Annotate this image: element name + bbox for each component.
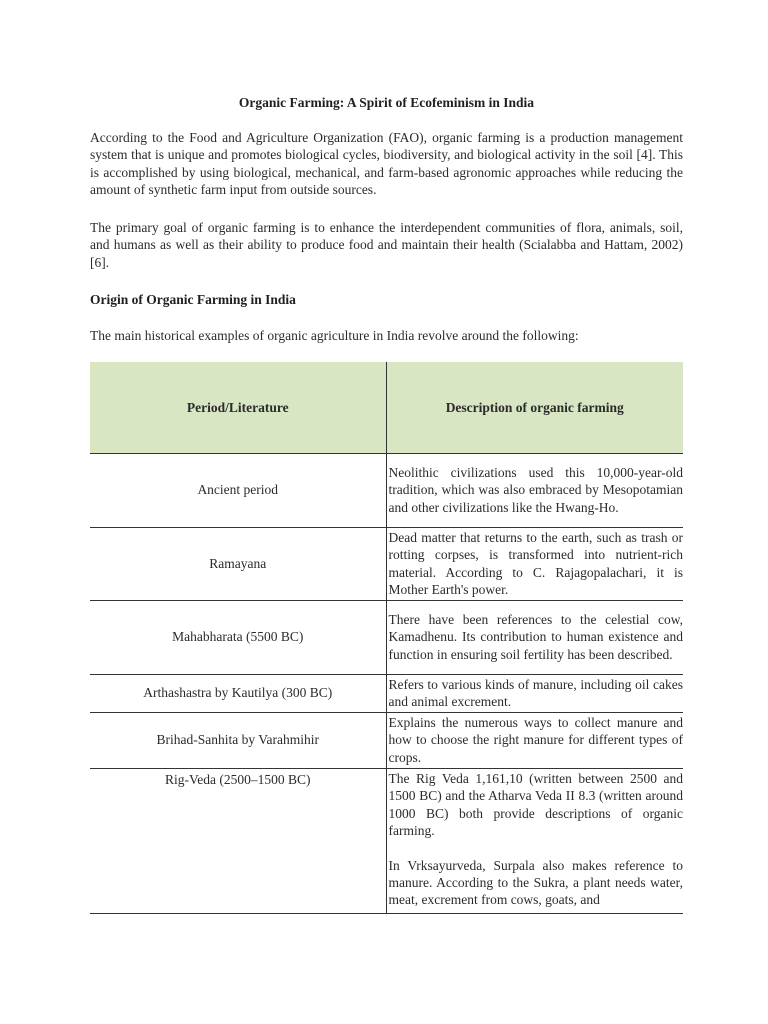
table-cell-period: Mahabharata (5500 BC)	[90, 601, 386, 675]
table-cell-period: Rig-Veda (2500–1500 BC)	[90, 769, 386, 914]
description-text: The Rig Veda 1,161,10 (written between 2500 and 1500 BC) and the Atharva Veda II 8.3 (written around 1000 BC) both provide descriptions of organic farming.	[388, 771, 683, 839]
table-row	[90, 769, 683, 914]
table-cell-period: Ramayana	[90, 528, 386, 601]
table-cell-period: Ancient period	[90, 454, 386, 528]
table-row	[90, 601, 683, 675]
section-heading-origin: Origin of Organic Farming in India	[90, 292, 296, 307]
table-cell-description: There have been references to the celestial cow, Kamadhenu. Its contribution to human existence and function in ensuring soil fertility has been described.	[386, 601, 683, 675]
table-cell-period: Arthashastra by Kautilya (300 BC)	[90, 675, 386, 713]
table-cell-description: Dead matter that returns to the earth, such as trash or rotting corpses, is transformed into nutrient-rich material. According to C. Rajagopalachari, it is Mother Earth's power.	[386, 528, 683, 601]
paragraph-fao-definition: According to the Food and Agriculture Organization (FAO), organic farming is a production management system that is unique and promotes biological cycles, biodiversity, and biological activity in the soil [4]. This is accomplished by using biological, mechanical, and farm-based agronomic approaches while reducing the amount of synthetic farm input from outside sources.	[90, 130, 683, 198]
table-header-row	[90, 362, 683, 454]
table-cell-description: Explains the numerous ways to collect manure and how to choose the right manure for different types of crops.	[386, 713, 683, 769]
column-header-description: Description of organic farming	[386, 362, 683, 454]
table-cell-period: Brihad-Sanhita by Varahmihir	[90, 713, 386, 769]
table-cell-description: Refers to various kinds of manure, including oil cakes and animal excrement.	[386, 675, 683, 713]
organic-farming-history-table	[90, 362, 683, 914]
description-continuation-text: In Vrksayurveda, Surpala also makes reference to manure. According to the Sukra, a plant needs water, meat, excrement from cows, goats, and	[388, 857, 683, 908]
table-cell-description	[386, 769, 683, 914]
table-cell-description: Neolithic civilizations used this 10,000-year-old tradition, which was also embraced by Mesopotamian and other civilizations like the Hwang-Ho.	[386, 454, 683, 528]
table-intro-text: The main historical examples of organic agriculture in India revolve around the following:	[90, 328, 579, 343]
table-row	[90, 528, 683, 601]
table-row	[90, 454, 683, 528]
paragraph-primary-goal: The primary goal of organic farming is to enhance the interdependent communities of flora, animals, soil, and humans as well as their ability to produce food and maintain their health (Scialabba and Hattam, 2002) [6].	[90, 220, 683, 270]
document-title: Organic Farming: A Spirit of Ecofeminism in India	[238, 95, 535, 110]
column-header-period: Period/Literature	[90, 362, 386, 454]
table-row	[90, 675, 683, 713]
table-row	[90, 713, 683, 769]
